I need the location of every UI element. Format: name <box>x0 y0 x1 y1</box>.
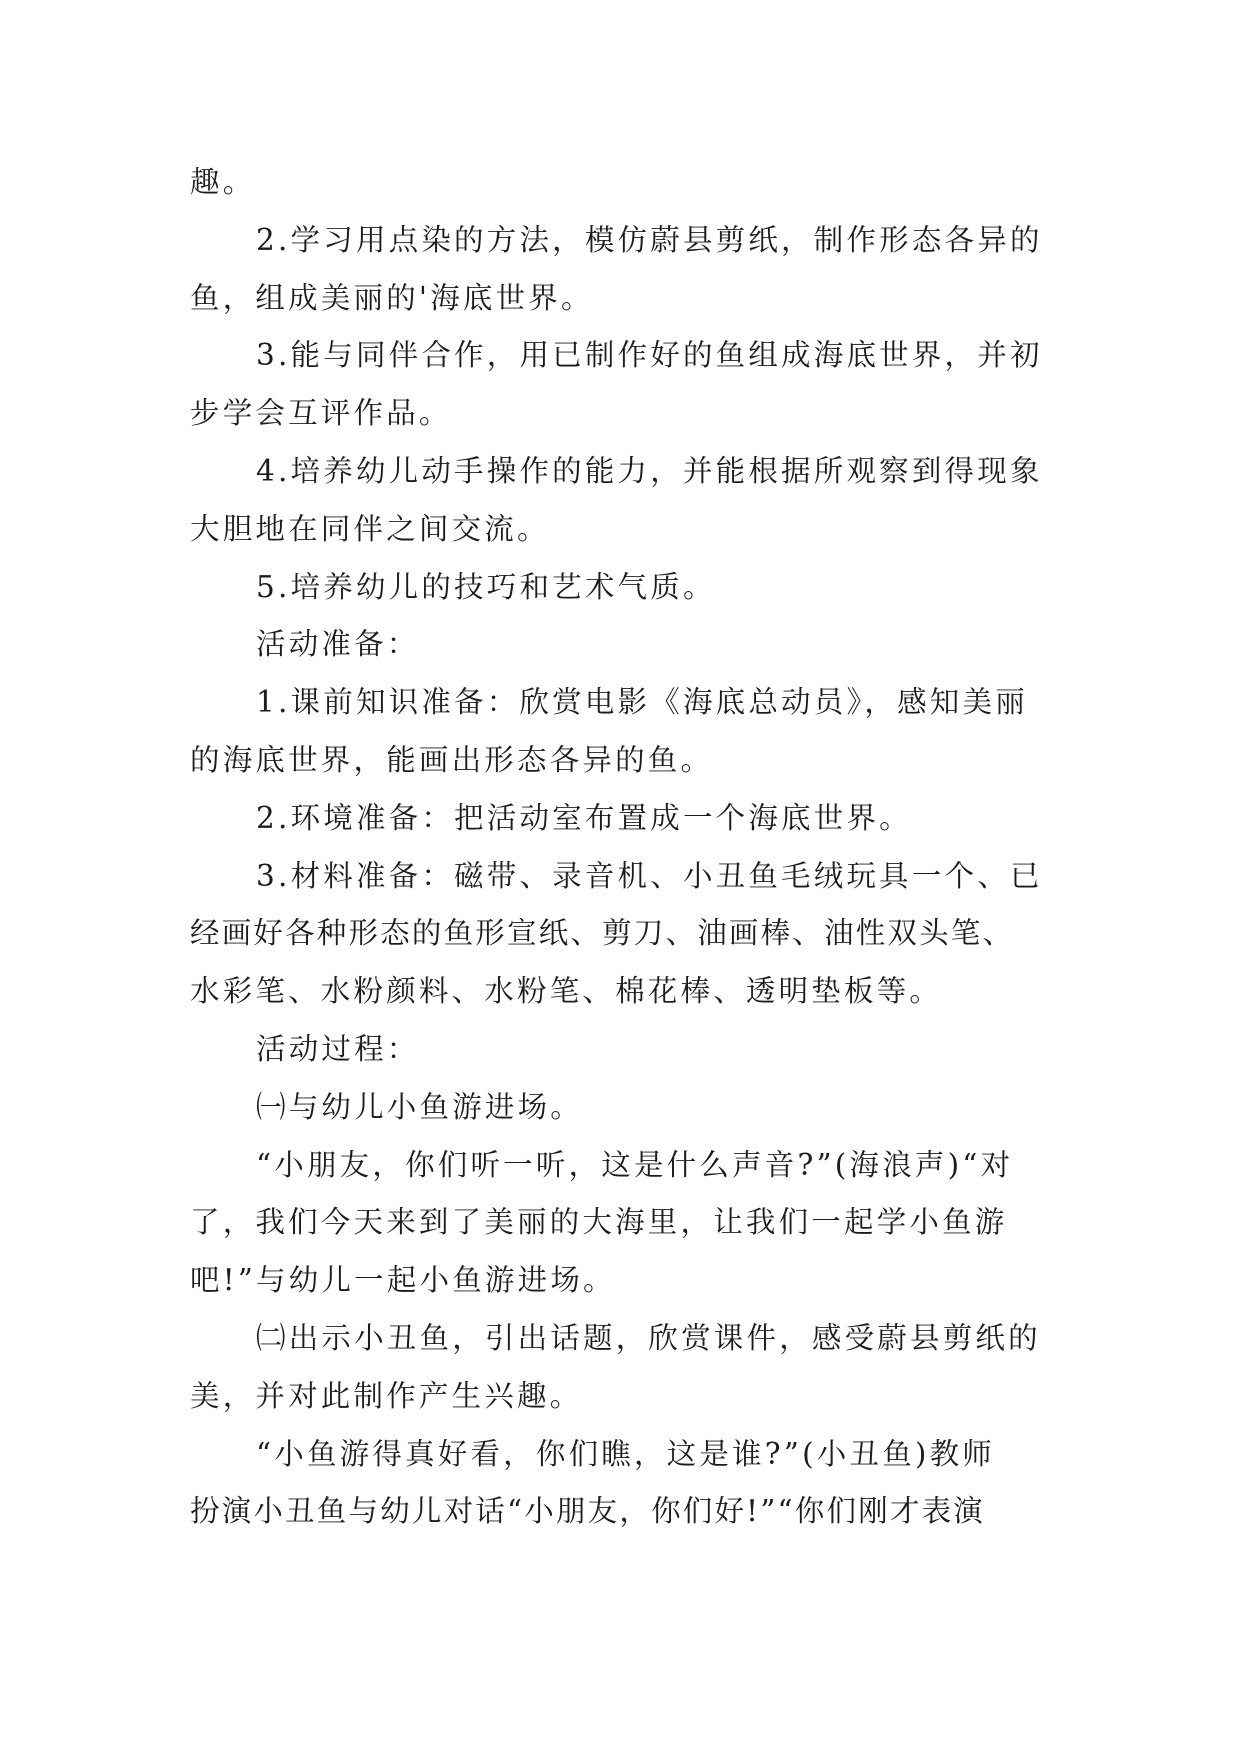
text-line: 扮演小丑鱼与幼儿对话“小朋友，你们好!”“你们刚才表演 <box>190 1494 985 1529</box>
text-line: 水彩笔、水粉颜料、水粉笔、棉花棒、透明垫板等。 <box>190 974 943 1009</box>
text-line: 1.课前知识准备：欣赏电影《海底总动员》，感知美丽 <box>256 685 1028 720</box>
text-line: 4.培养幼儿动手操作的能力，并能根据所观察到得现象 <box>256 453 1043 488</box>
text-line: “小鱼游得真好看，你们瞧，这是谁?”(小丑鱼)教师 <box>256 1436 995 1471</box>
text-line: 步学会互评作品。 <box>190 396 452 431</box>
text-line: 2.学习用点染的方法，模仿蔚县剪纸，制作形态各异的 <box>256 222 1043 257</box>
text-line: 的海底世界，能画出形态各异的鱼。 <box>190 742 714 777</box>
section-heading: 活动准备： <box>256 627 420 662</box>
text-line: 鱼，组成美丽的'海底世界。 <box>190 280 594 315</box>
text-line: 大胆地在同伴之间交流。 <box>190 511 550 546</box>
text-line: 了，我们今天来到了美丽的大海里，让我们一起学小鱼游 <box>190 1205 1008 1240</box>
text-line: 经画好各种形态的鱼形宣纸、剪刀、油画棒、油性双头笔、 <box>190 916 1015 951</box>
section-heading: 活动过程： <box>256 1031 420 1066</box>
text-line: ㈠与幼儿小鱼游进场。 <box>256 1089 584 1124</box>
text-line: 2.环境准备：把活动室布置成一个海底世界。 <box>256 800 912 835</box>
text-line: 趣。 <box>190 165 256 199</box>
text-line: 吧!”与幼儿一起小鱼游进场。 <box>190 1263 616 1298</box>
document-body <box>190 154 1070 1541</box>
text-line: “小朋友，你们听一听，这是什么声音?”(海浪声)“对 <box>256 1147 1014 1182</box>
text-line: 美，并对此制作产生兴趣。 <box>190 1378 583 1413</box>
text-line: 3.材料准备：磁带、录音机、小丑鱼毛绒玩具一个、已 <box>256 858 1043 893</box>
text-line: ㈡出示小丑鱼，引出话题，欣赏课件，感受蔚县剪纸的 <box>256 1320 1041 1355</box>
text-line: 5.培养幼儿的技巧和艺术气质。 <box>256 569 716 604</box>
text-line: 3.能与同伴合作，用已制作好的鱼组成海底世界，并初 <box>256 338 1043 373</box>
